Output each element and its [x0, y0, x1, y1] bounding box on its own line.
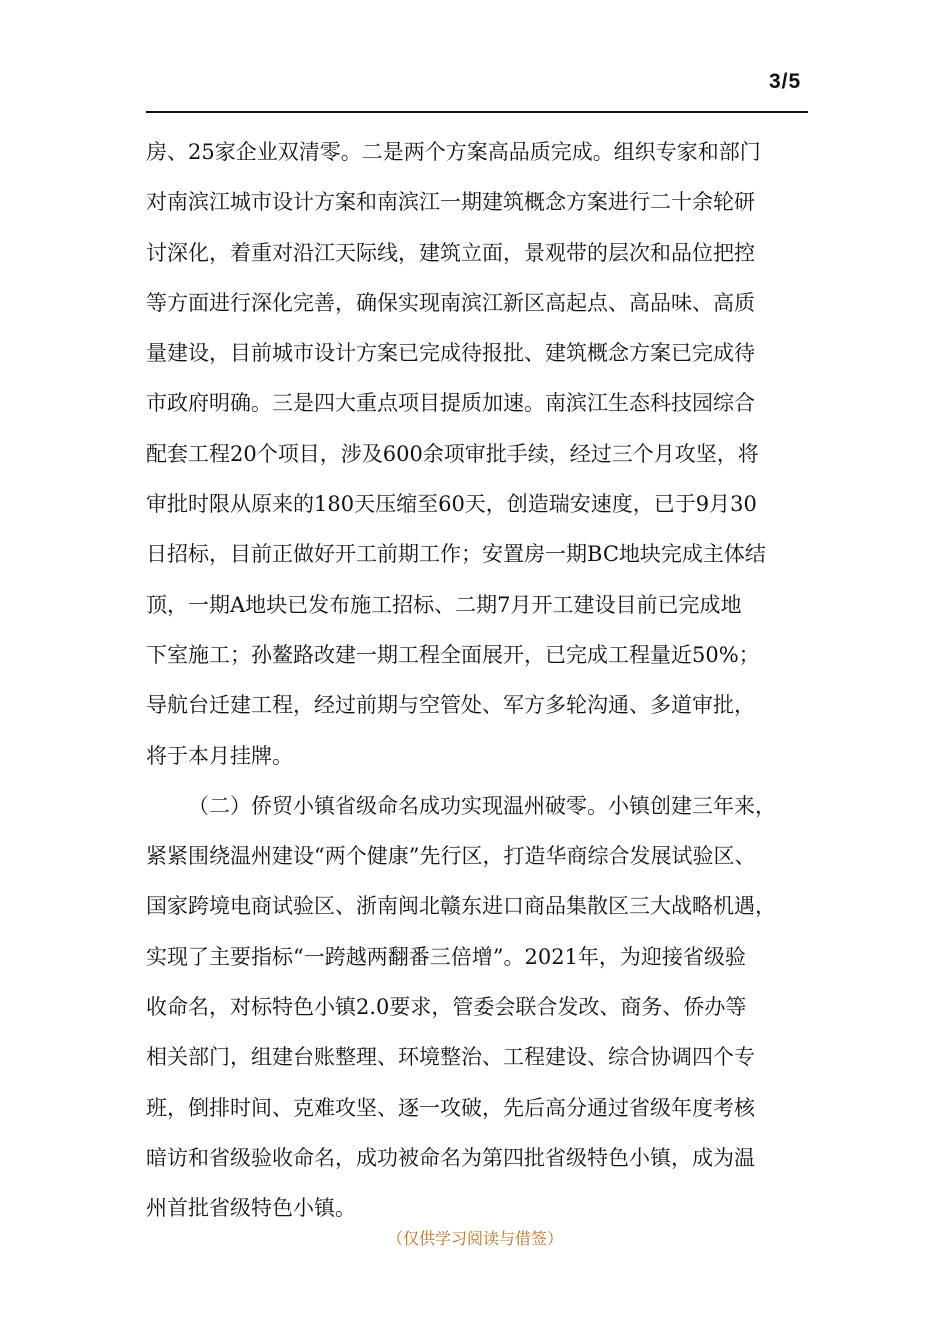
header-rule: [146, 111, 808, 113]
footer-note: （仅供学习阅读与借签）: [386, 1229, 563, 1248]
text-line: 配套工程20个项目，涉及600余项审批手续，经过三个月攻坚，将: [146, 441, 759, 466]
text-line: 房、25家企业双清零。二是两个方案高品质完成。组织专家和部门: [146, 140, 761, 164]
text-line: 收命名，对标特色小镇2.0要求，管委会联合发改、商务、侨办等: [146, 995, 747, 1020]
text-line: 等方面进行深化完善，确保实现南滨江新区高起点、高品味、高质: [146, 290, 755, 315]
text-line: 实现了主要指标“一跨越两翻番三倍增”。2021年，为迎接省级验: [146, 944, 746, 969]
text-line: 州首批省级特色小镇。: [146, 1196, 356, 1221]
text-line: 班，倒排时间、克难攻坚、逐一攻破，先后高分通过省级年度考核: [146, 1095, 755, 1120]
text-line: 国家跨境电商试验区、浙南闽北赣东进口商品集散区三大战略机遇，: [146, 894, 776, 919]
text-line: 讨深化，着重对沿江天际线，建筑立面，景观带的层次和品位把控: [146, 240, 755, 265]
text-line: 相关部门，组建台账整理、环境整治、工程建设、综合协调四个专: [146, 1045, 755, 1070]
section-heading-line: （二）侨贸小镇省级命名成功实现温州破零。小镇创建三年来，: [188, 793, 776, 818]
text-line: 下室施工；孙鳌路改建一期工程全面展开，已完成工程量近50%；: [146, 642, 760, 667]
text-line: 审批时限从原来的180天压缩至60天，创造瑞安速度，已于9月30: [146, 492, 757, 517]
text-line: 对南滨江城市设计方案和南滨江一期建筑概念方案进行二十余轮研: [146, 190, 755, 215]
text-line: 日招标，目前正做好开工前期工作；安置房一期BC地块完成主体结: [146, 542, 766, 567]
text-line: 暗访和省级验收命名，成功被命名为第四批省级特色小镇，成为温: [146, 1145, 755, 1170]
text-line: 将于本月挂牌。: [146, 743, 293, 768]
text-line: 量建设，目前城市设计方案已完成待报批、建筑概念方案已完成待: [146, 341, 755, 366]
text-line: 市政府明确。三是四大重点项目提质加速。南滨江生态科技园综合: [146, 391, 755, 416]
body-text: [146, 127, 818, 1234]
text-line: 顶，一期A地块已发布施工招标、二期7月开工建设目前已完成地: [146, 592, 742, 617]
page-number: 3/5: [769, 70, 802, 93]
text-line: 导航台迁建工程，经过前期与空管处、军方多轮沟通、多道审批，: [146, 693, 755, 718]
text-line: 紧紧围绕温州建设“两个健康”先行区，打造华商综合发展试验区、: [146, 844, 756, 869]
